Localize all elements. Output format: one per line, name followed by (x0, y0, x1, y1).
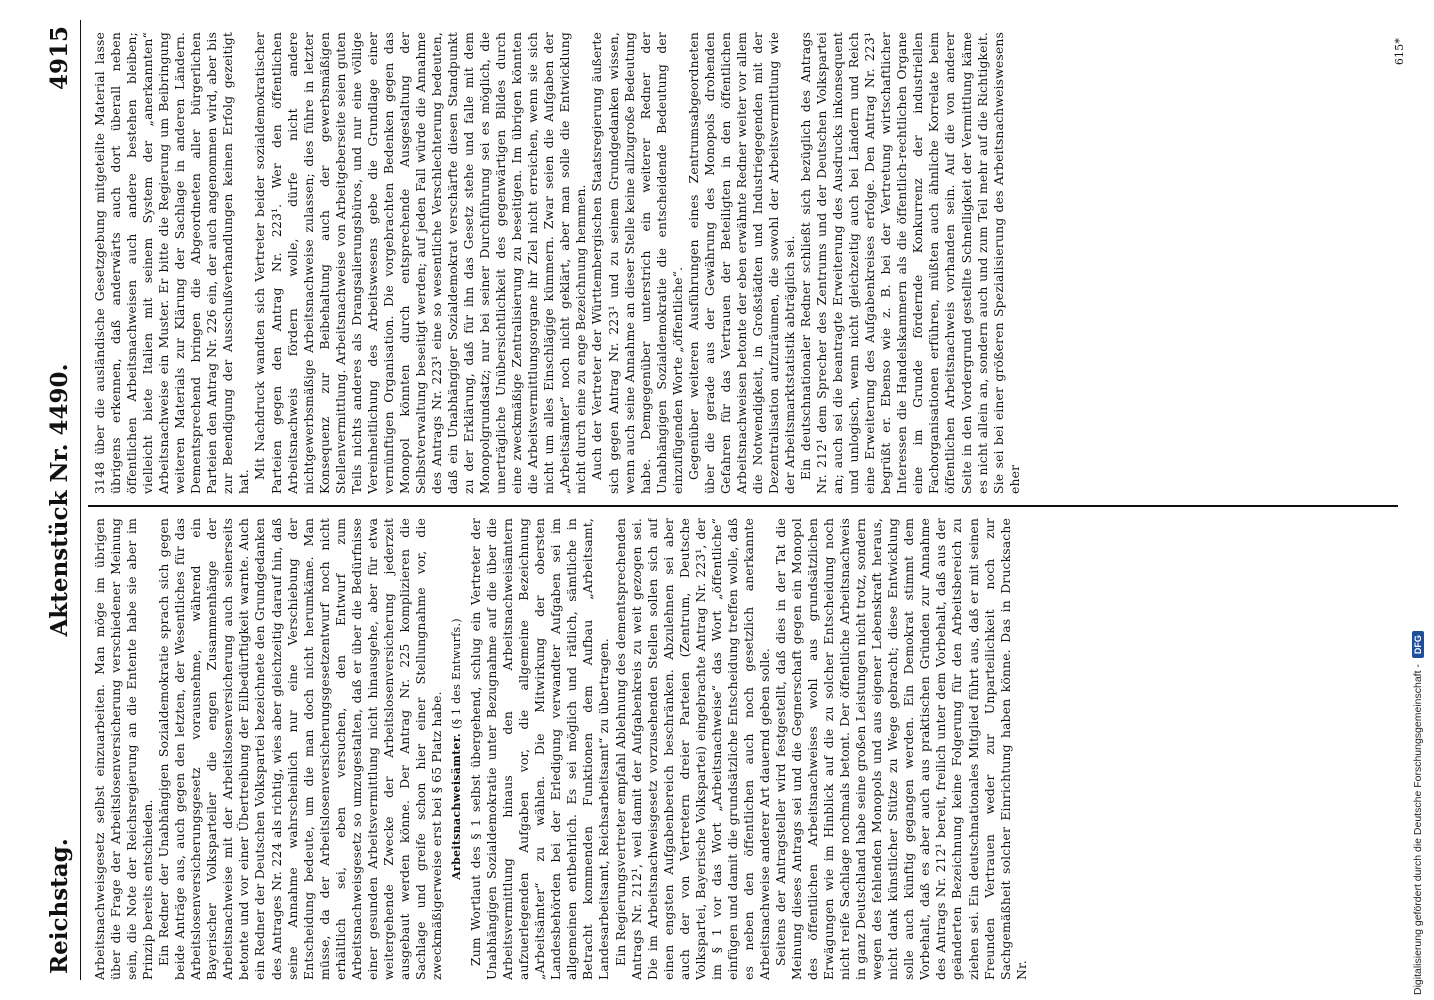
paragraph: Gegenüber weiteren Ausführungen eines Zentrumsabgeordneten über die gerade aus der Gewährung des Monopols drohenden Gefahren für das Vertrauen der Beteiligten in den öffentlichen Arbeitsnachweisen betonte der eben erwähnte Redner weiter vor allem die Notwendigkeit, in Großstädten und Industriegegenden mit der Dezentralisation aufzuräumen, die sowohl der Arbeitsvermittlung wie der Arbeitsmarktstatistik abträglich sei. (685, 32, 798, 494)
left-column (92, 518, 1412, 980)
header-left: Reichstag. (46, 838, 73, 974)
paragraph: Ein deutschnationaler Redner schließt sich bezüglich des Antrags Nr. 212¹ dem Sprecher des Zentrums und der Deutschen Volkspartei an; auch sei die beantragte Erweiterung des Ausdrucks inkonsequent und unlogisch, wenn nicht gleichzeitig auch bei Ländern und Reich eine Erweiterung des Aufgabenkreises erfolge. Den Antrag Nr. 223¹ begrüßt er. Ebenso wie z. B. bei der Vertretung wirtschaftlicher Interessen die Handelskammern als die öffentlich-rechtlichen Organe eine im Grunde fördernde Konkurrenz der industriellen Fachorganisationen erführen, müßten auch ähnliche Korrelate beim öffentlichen Arbeitsnachweis vorhanden sein. Auf die von anderer Seite in den Vordergrund gestellte Schnelligkeit der Vermittlung käme es nicht allein an, sondern auch und zum Teil mehr auf die Richtigkeit. Sie sei bei einer größeren Spezialisierung des Arbeitsnachweiswesens eher (798, 32, 1022, 494)
sheet-signature: 615* (1392, 38, 1406, 66)
right-column (92, 32, 1412, 494)
paragraph: Arbeitsnachweisgesetz selbst einzuarbeiten. Man möge im übrigen über die Frage der Arbeitslosenversicherung verschiedener Meinung sein, die Note der Reichsregierung an die Entente habe sie aber im Prinzip bereits entschieden. (92, 518, 156, 980)
digitization-notice (1409, 5, 1427, 995)
paragraph: Ein Redner der Unabhängigen Sozialdemokratie sprach sich gegen beide Anträge aus, auch gegen den letzten, der Wesentliches für das Arbeitslosenversicherungsgesetz vorausnehme, während ein Bayerischer Volksparteiler die engen Zusammenhänge der Arbeitsnachweise mit der Arbeitslosenversicherung auch seinerseits betonte und vor einer Übertreibung der Eilbedürftigkeit warnte. Auch ein Redner der Deutschen Volkspartei bezeichnete den Grundgedanken des Antrages Nr. 224 als richtig, wies aber gleichzeitig darauf hin, daß seine Annahme wahrscheinlich nur eine Verschiebung der Entscheidung bedeute, um die man doch nicht herumkäme. Man müsse, da der Arbeitslosenversicherungsgesetzentwurf noch nicht erhältlich sei, eben versuchen, den Entwurf zum Arbeitsnachweisgesetz so umzugestalten, daß er über die Bedürfnisse einer gesunden Arbeitsvermittlung nicht hinausgehe, aber für etwa weitergehende Zwecke der Arbeitslosenversicherung jederzeit ausgebaut werden könne. Der Antrag Nr. 225 komplizieren die Sachlage und greife schon hier einer Stellungnahme vor, die zweckmäßigerweise erst bei § 65 Platz habe. (156, 518, 444, 980)
paragraph: 3148 über die ausländische Gesetzgebung mitgeteilte Material lasse übrigens erkennen, daß anderwärts auch dort überall neben öffentlichen Arbeitsnachweisen auch andere bestehen bleiben; vielleicht biete Italien mit seinem System der „anerkannten“ Arbeitsnachweise ein Muster. Er bitte die Regierung um Beibringung weiteren Materials zur Klärung der Sachlage in anderen Ländern. Dementsprechend bringen die Abgeordneten aller bürgerlichen Parteien den Antrag Nr. 226 ein, der auch angenommen wird, aber bis zur Beendigung der Ausschußverhandlungen keinen Erfolg gezeitigt hat. (92, 32, 252, 494)
paragraph: Zum Wortlaut des § 1 selbst übergehend, schlug ein Vertreter der Unabhängigen Sozialdemokratie unter Bezugnahme auf die über die Arbeitsvermittlung hinaus den Arbeitsnachweisämtern aufzuerlegenden Aufgaben vor, die allgemeine Bezeichnung „Arbeitsämter“ zu wählen. Die Mitwirkung der obersten Landesbehörden bei der Erledigung verwandter Aufgaben sei im allgemeinen entbehrlich. Es sei möglich und rätlich, sämtliche in Betracht kommenden Funktionen dem Aufbau „Arbeitsamt, Landesarbeitsamt, Reichsarbeitsamt“ zu übertragen. (468, 518, 612, 980)
digitization-notice-text: Digitalisierung gefördert durch die Deutsche Forschungsgemeinschaft - (1412, 664, 1424, 995)
paragraph: Seitens der Antragsteller wird festgestellt, daß dies in der Tat die Meinung dieses Antrags sei und die Gegnerschaft gegen ein Monopol des öffentlichen Arbeitsnachweises wohl aus grundsätzlichen Erwägungen wie im Hinblick auf die zu solcher Entscheidung noch nicht reife Sachlage nochmals betont. Der öffentliche Arbeitsnachweis in ganz Deutschland habe seine großen Leistungen nicht trotz, sondern wegen des fehlenden Monopols und aus eigener Lebenskraft heraus, nicht dank künstlicher Stütze zu Wege gebracht; diese Entwicklung solle auch künftig gegangen werden. Ein Demokrat stimmt dem Vorbehalt, daß es aber auch aus praktischen Gründen zur Annahme des Antrags Nr. 212¹ bereit, freilich unter dem Vorbehalt, daß aus der geänderten Bezeichnung keine Folgerung für den Arbeitsbereich zu ziehen sei. Ein deutschnationales Mitglied führt aus, daß er mit seinen Freunden Vertrauen weder zur Unparteilichkeit noch zur Sachgemäßheit solcher Einrichtung haben könne. Das in Drucksache Nr. (772, 518, 1029, 980)
section-heading-note: (§ 1 des Entwurfs.) (450, 618, 464, 730)
dfg-logo: DFG (1412, 631, 1424, 658)
rotated-page (40, 20, 1420, 980)
page-number: 4915 (46, 26, 73, 91)
paragraph: Auch der Vertreter der Württembergischen Staatsregierung äußerte sich gegen Antrag Nr. 223¹ und zu seinem Grundgedanken wissen, wenn auch seine Annahme an dieser Stelle keine allzugroße Bedeutung habe. Demgegenüber unterstrich ein weiterer Redner der Unabhängigen Sozialdemokratie die entscheidende Bedeutung der einzufügenden Worte „öffentliche“. (589, 32, 685, 494)
paragraph: Ein Regierungsvertreter empfahl Ablehnung des dementsprechenden Antrags Nr. 212¹, weil damit der Aufgabenkreis zu weit gezogen sei. Die im Arbeitsnachweisgesetz vorzusehenden Stellen sollen sich auf einen engsten Aufgabenbereich beschränken. Abzulehnen sei aber auch der von Vertretern dreier Parteien (Zentrum, Deutsche Volkspartei, Bayerische Volkspartei) eingebrachte Antrag Nr. 223¹, der im § 1 vor das Wort „Arbeitsnachweise“ das Wort „öffentliche“ einfügen und damit die grundsätzliche Entscheidung treffen wolle, daß es neben den öffentlichen auch noch gesetzlich anerkannte Arbeitsnachweise anderer Art dauernd geben solle. (612, 518, 772, 980)
column-divider (88, 506, 1398, 508)
paragraph: Mit Nachdruck wandten sich Vertreter beider sozialdemokratischer Parteien gegen den Antrag Nr. 223¹. Wer den öffentlichen Arbeitsnachweis fördern wolle, dürfe nicht andere nichtgewerbsmäßige Arbeitsnachweise zulassen; dies führe in letzter Konsequenz zur Beibehaltung auch der gewerbsmäßigen Stellenvermittlung. Arbeitsnachweise von Arbeitgeberseite seien guten Teils nichts anderes als Drangsalierungsbüros, und nur eine völlige Vereinheitlichung des Arbeitswesens gebe die Grundlage einer vernünftigen Organisation. Die vorgebrachten Bedenken gegen das Monopol könnten durch entsprechende Ausgestaltung der Selbstverwaltung beseitigt werden; auf jeden Fall würde die Annahme des Antrags Nr. 223¹ eine so wesentliche Verschlechterung bedeuten, daß ein Unabhängiger Sozialdemokrat verschärfte diesen Standpunkt zu der Erklärung, daß für ihn das Gesetz stehe und falle mit dem Monopolgrundsatz; nur bei seiner Durchführung sei es möglich, die unerträgliche Unübersichtlichkeit des gegenwärtigen Bildes durch eine zweckmäßige Zentralisierung zu beseitigen. Im übrigen könnten die Arbeitsvermittlungsorgane ihr Ziel nicht erreichen, wenn sie sich nicht um alles Einschlägige kümmern. Zwar seien die Aufgaben der „Arbeitsämter“ noch nicht geklärt, aber man solle die Entwicklung nicht durch eine zu enge Bezeichnung hemmen. (252, 32, 589, 494)
page-header (40, 20, 81, 980)
section-heading-title: Arbeitsnachweisämter. (450, 732, 464, 880)
section-heading (449, 518, 465, 980)
header-title: Aktenstück Nr. 4490. (46, 363, 73, 637)
